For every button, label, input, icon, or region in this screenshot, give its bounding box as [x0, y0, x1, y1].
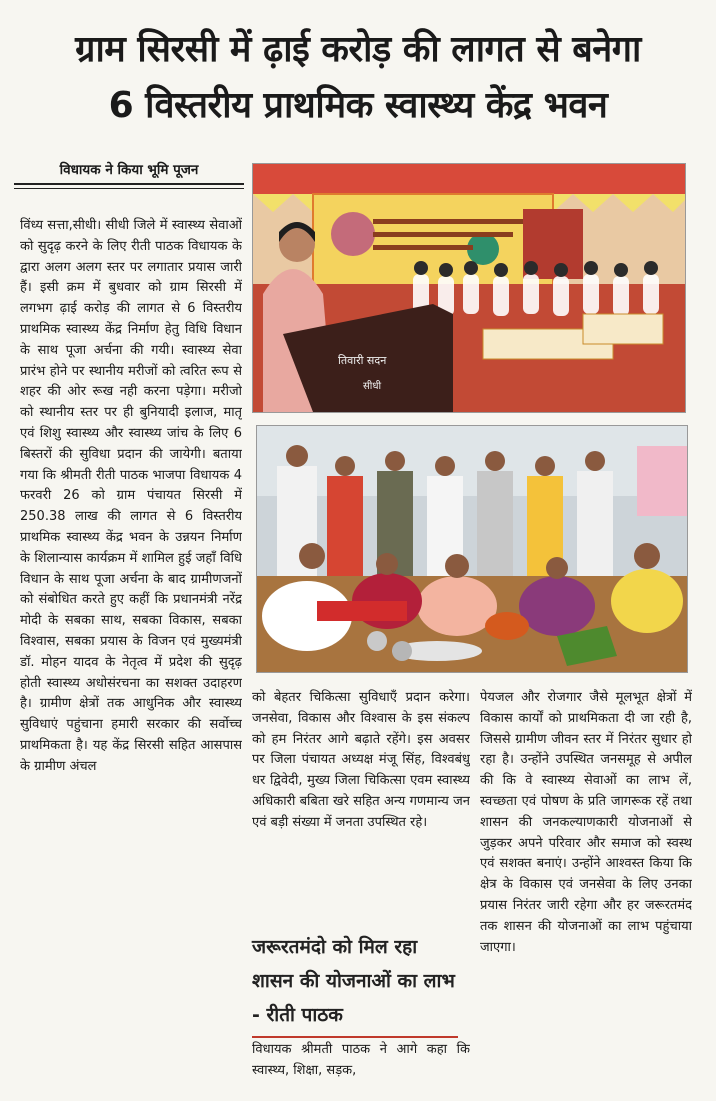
podium-text-2: सीधी	[363, 381, 382, 392]
event-photo-bhoomi-pujan	[256, 425, 688, 673]
subheading: विधायक ने किया भूमि पूजन	[14, 160, 244, 185]
article-subtitle: जरूरतमंदो को मिल रहा शासन की योजनाओं का लाभ - रीती पाठक	[252, 930, 458, 1038]
headline-line-2: 6 विस्तरीय प्राथमिक स्वास्थ्य केंद्र भवन	[108, 85, 608, 126]
article-text-column-1: विंध्य सत्ता,सीधी। सीधी जिले में स्वास्थ्य सेवाओं को सुदृढ़ करने के लिए रीती पाठक विधायक के द्वारा अलग अलग स्तर पर लगातार प्रयास जारी हैं। इसी क्रम में बुधवार को ग्राम सिरसी में लगभग ढ़ाई करोड़ की लागत से 6 विस्तरीय प्राथमिक स्वास्थ्य केंद्र निर्माण हेतु विधि विधान के साथ पूजा अर्चना की गयी। स्वास्थ्य सेवा प्रारंभ होने पर स्थानीय मरीजों को त्वरित रूप से शहर की ओर रूख नही करना पड़ेगा। मरीजो को स्थानीय स्तर पर ही बुनियादी इलाज, मातृ एवं शिशु स्वास्थ्य और स्वास्थ्य जांच के लिए 6 बिस्तरों की सुविधा प्रदान की जायेगी। बताया गया कि श्रीमती रीती पाठक भाजपा विधायक 4 फरवरी 26 को ग्राम पंचायत सिरसी में 250.38 लाख की लागत से 6 विस्तरीय प्राथमिक स्वास्थ्य केंद्र भवन के उन्नयन निर्माण के शिलान्यास कार्यक्रम में शामिल हुई जहाँ विधि विधान के साथ पूजा अर्चना के बाद ग्रामीणजनों को संबोधित करते हुए कहीं कि प्रधानमंत्री नरेंद्र मोदी के सबका साथ, सबका विकास, सबका विश्वास, सबका प्रयास के विजन एवं मुख्यमंत्री डॉ. मोहन यादव के नेतृत्व में प्रदेश की सुदृढ़ होती स्वास्थ्य अधोसंरचना का सशक्त उदाहरण है। ग्रामीण क्षेत्रों तक आधुनिक और स्वास्थ्य सुविधाएं पहुंचाना हमारी सरकार की सर्वोच्च प्राथमिकता है। यह केंद्र सिरसी सहित आसपास के ग्रामीण अंचल	[20, 218, 242, 774]
article-column-3	[252, 1040, 470, 1100]
podium-text-1: तिवारी सदन	[338, 354, 387, 367]
subheading-rule	[14, 188, 244, 189]
article-column-4	[480, 688, 692, 1098]
headline	[0, 22, 716, 134]
speech-illustration	[253, 164, 685, 412]
event-photo-speech	[252, 163, 686, 413]
article-text-column-2: को बेहतर चिकित्सा सुविधाएँ प्रदान करेगा। जनसेवा, विकास और विश्वास के इस संकल्प को हम निरंतर आगे बढ़ाते रहेंगे। इस अवसर पर जिला पंचायत अध्यक्ष मंजू सिंह, विश्वबंधु धर द्विवेदी, मुख्य जिला चिकित्सा एवम स्वास्थ्य अधिकारी बबिता खरे सहित अन्य गणमान्य जन एवं बड़ी संख्या में जनता उपस्थित रहे।	[252, 690, 470, 830]
headline-line-1: ग्राम सिरसी में ढ़ाई करोड़ की लागत से बनेगा	[75, 29, 641, 70]
article-text-column-4: पेयजल और रोजगार जैसे मूलभूत क्षेत्रों में विकास कार्यों को प्राथमिकता दी जा रही है, जिससे ग्रामीण जीवन स्तर में निरंतर सुधार हो रहा है। उन्होंने उपस्थित जनसमूह से अपील की कि वे स्वास्थ्य सेवाओं का लाभ लें, स्वच्छता एवं पोषण के प्रति जागरूक रहें तथा शासन की जनकल्याणकारी योजनाओं से जुड़कर अपने परिवार और समाज को स्वस्थ एवं सशक्त बनाएं। उन्होंने आश्वस्त किया कि क्षेत्र के विकास एवं जनसेवा के लिए उनका प्रयास निरंतर जारी रहेगा और हर जरूरतमंद तक शासन की योजनाओं का लाभ पहुंचाया जाएगा।	[480, 690, 692, 955]
article-column-1	[20, 216, 242, 1096]
pujan-illustration	[257, 426, 687, 672]
article-column-2	[252, 688, 470, 928]
article-text-column-3: विधायक श्रीमती पाठक ने आगे कहा कि स्वास्थ्य, शिक्षा, सड़क,	[252, 1042, 470, 1078]
